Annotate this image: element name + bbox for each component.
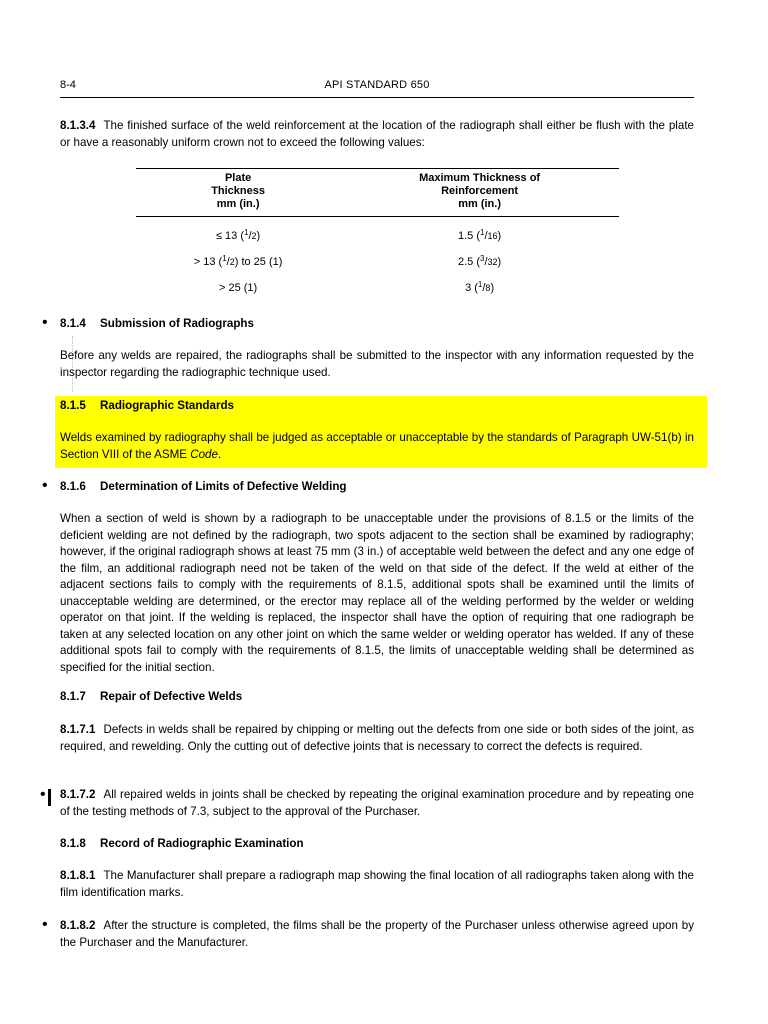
page-number: 8-4 [60,79,76,91]
section-heading-8-1-5 [60,399,234,412]
paragraph-8-1-8-2: 8.1.8.2 After the structure is completed, the films shall be the property of the Purchaser unless otherwise agreed upon by the Purchaser and the Manufacturer. [60,919,694,949]
change-bullet: • [42,916,48,933]
section-title: Repair of Defective Welds [100,690,243,703]
change-bar [48,789,51,806]
section-heading-8-1-4 [60,317,254,330]
paragraph-8-1-3-4 [60,118,694,151]
section-title: Record of Radiographic Examination [100,837,304,850]
section-number: 8.1.5 [60,399,86,412]
running-header [60,79,694,98]
section-heading-8-1-7 [60,690,242,703]
section-title: Determination of Limits of Defective Welding [100,480,347,493]
change-bullet: • [42,314,48,331]
change-bullet: • [40,786,46,803]
section-heading-8-1-8 [60,837,304,850]
clause-number: 8.1.7.1 [60,723,96,736]
section-title: Submission of Radiographs [100,317,254,330]
section-number: 8.1.8 [60,837,86,850]
paragraph-8-1-5: Welds examined by radiography shall be judged as acceptable or unacceptable by the standards of Paragraph UW-51(b) in Section VIII of the ASME Code. [60,431,694,461]
clause-number: 8.1.8.1 [60,869,96,882]
section-title: Radiographic Standards [100,399,234,412]
column-header-plate-thickness: Plate Thickness mm (in.) [136,169,340,217]
table-row [136,217,619,250]
paragraph-8-1-7-1: 8.1.7.1 Defects in welds shall be repaired by chipping or melting out the defects from one side or both sides of the joint, as required, and rewelding. Only the cutting out of defective joints that is necessary to correct the defects is required. [60,723,694,753]
column-header-max-reinforcement: Maximum Thickness of Reinforcement mm (in.) [340,169,619,217]
paragraph-8-1-6: When a section of weld is shown by a radiograph to be unacceptable under the provisions of 8.1.5 or the limits of the deficient welding are not defined by the radiograph, two spots adjacent to the section shall be examined by radiography; however, if the original radiograph shows at least 75 mm (3 in.) of acceptable weld between the defect and any one edge of the film, an additional radiograph need not be taken of the weld on that side of the defect. If the weld at either of the adjacent sections fails to comply with the requirements of 8.1.5, additional spots shall be examined until the limits of unacceptable welding are determined, or the erector may replace all of the welding performed by the welder or welding operator on that joint. If the welding is replaced, the inspector shall have the option of requiring that one radiograph be taken at any selected location on any other joint on which the same welder or welding operator has welded. If any of these additional spots fail to comply with the requirements of 8.1.5, the limits of unacceptable welding shall be determined as specified for the initial section. [60,512,694,674]
paragraph-8-1-8-1: 8.1.8.1 The Manufacturer shall prepare a radiograph map showing the final location of all radiographs taken along with the film identification marks. [60,869,694,899]
document-title: API STANDARD 650 [324,79,430,91]
change-bullet: • [42,477,48,494]
clause-text: The finished surface of the weld reinforcement at the location of the radiograph shall either be flush with the plate or have a reasonably uniform crown not to exceed the following values: [60,119,694,149]
section-number: 8.1.6 [60,480,86,493]
clause-number: 8.1.8.2 [60,919,96,932]
section-number: 8.1.4 [60,317,86,330]
section-heading-8-1-6 [60,480,347,493]
clause-number: 8.1.3.4 [60,119,96,132]
plate-thickness-cell: > 25 (1) [218,282,258,294]
reinforcement-cell: 2.5 ($^3$/32) [457,254,502,268]
reinforcement-cell: 3 ($^1$/8) [465,280,495,294]
plate-thickness-cell: ≤ 13 ($^1$/2) [215,228,261,242]
clause-number: 8.1.7.2 [60,788,96,801]
plate-thickness-cell: > 13 ($^1$/2) to 25 (1) [193,254,283,268]
table-row [136,275,619,301]
reinforcement-table [136,168,619,301]
reinforcement-cell: 1.5 ($^1$/16) [457,228,502,242]
paragraph-8-1-4: Before any welds are repaired, the radiographs shall be submitted to the inspector with any information requested by the inspector regarding the radiographic technique used. [60,349,694,379]
paragraph-8-1-7-2: 8.1.7.2 All repaired welds in joints shall be checked by repeating the original examination procedure and by repeating one of the testing methods of 7.3, subject to the approval of the Purchaser. [60,788,694,818]
code-italic: Code [190,447,218,461]
section-number: 8.1.7 [60,690,86,703]
table-row [136,249,619,275]
